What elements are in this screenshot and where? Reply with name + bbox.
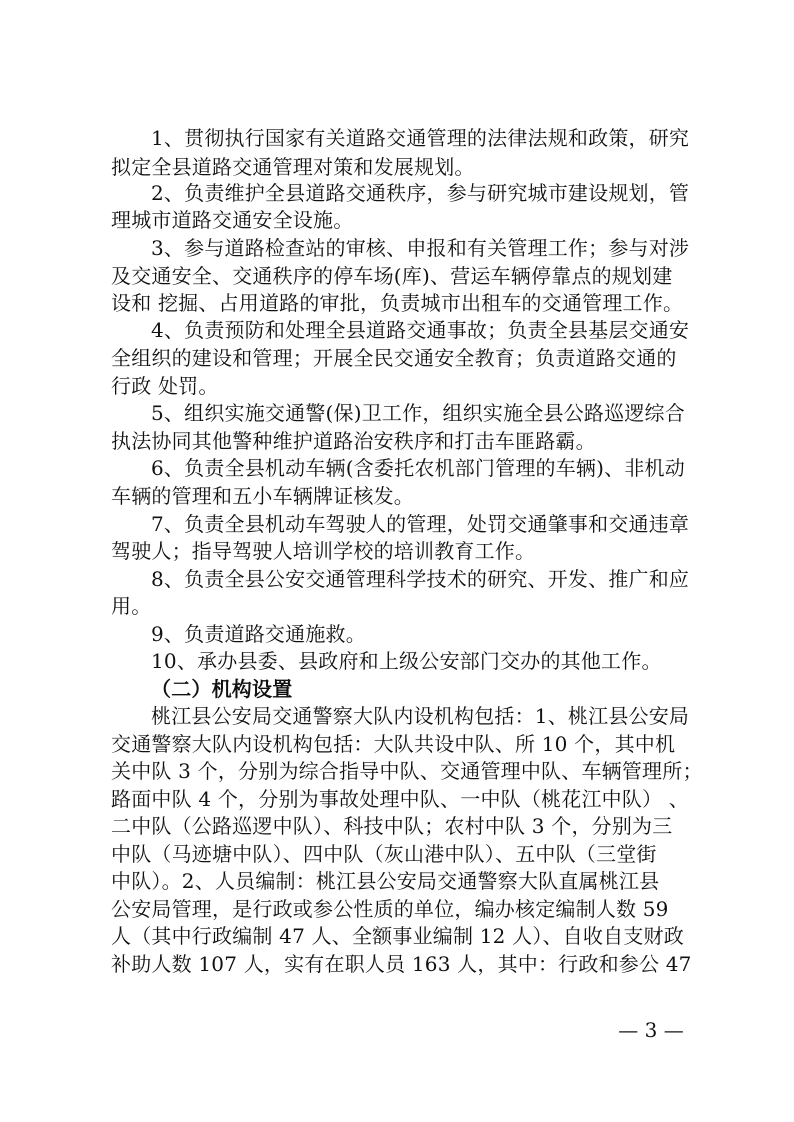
paragraph-line: 4、负责预防和处理全县道路交通事故；负责全县基层交通安 — [151, 318, 690, 342]
paragraph-line: 执法协同其他警种维护道路治安秩序和打击车匪路霸。 — [111, 429, 596, 453]
paragraph-line: 及交通安全、交通秩序的停车场(库)、营运车辆停靠点的规划建 — [111, 264, 673, 288]
paragraph-line: 行政 处罚。 — [111, 374, 219, 398]
paragraph-line: 二中队（公路巡逻中队）、科技中队；农村中队 3 个，分别为三 — [111, 814, 673, 838]
paragraph-line: 关中队 3 个，分别为综合指导中队、交通管理中队、车辆管理所； — [111, 759, 703, 783]
paragraph-line: 理城市道路交通安全设施。 — [111, 208, 354, 232]
paragraph-line: 7、负责全县机动车驾驶人的管理，处罚交通肇事和交通违章 — [151, 512, 690, 536]
paragraph-line: 10、承办县委、县政府和上级公安部门交办的其他工作。 — [151, 649, 662, 673]
page-number: — 3 — — [618, 1018, 684, 1042]
paragraph-line: 1、贯彻执行国家有关道路交通管理的法律法规和政策，研究 — [151, 126, 690, 150]
paragraph-line: 车辆的管理和五小车辆牌证核发。 — [111, 484, 414, 508]
paragraph-line: 补助人数 107 人，实有在职人员 163 人，其中：行政和参公 47 — [111, 952, 692, 976]
paragraph-line: 公安局管理，是行政或参公性质的单位，编办核定编制人数 59 — [111, 897, 669, 921]
paragraph-line: 中队）。2、人员编制：桃江县公安局交通警察大队直属桃江县 — [111, 869, 660, 893]
paragraph-line: 路面中队 4 个，分别为事故处理中队、一中队（桃花江中队） 、 — [111, 787, 689, 811]
paragraph-line: 用。 — [111, 594, 152, 618]
paragraph-line: 中队（马迹塘中队）、四中队（灰山港中队）、五中队（三堂街 — [111, 842, 657, 866]
paragraph-line: 3、参与道路检查站的审核、申报和有关管理工作；参与对涉 — [151, 236, 690, 260]
paragraph-line: 5、组织实施交通警(保)卫工作，组织实施全县公路巡逻综合 — [151, 401, 685, 425]
paragraph-line: 6、负责全县机动车辆(含委托农机部门管理的车辆)、非机动 — [151, 456, 685, 480]
paragraph-line: 交通警察大队内设机构包括：大队共设中队、所 10 个，其中机 — [111, 732, 676, 756]
paragraph-line: 全组织的建设和管理；开展全民交通安全教育；负责道路交通的 — [111, 346, 677, 370]
paragraph-line: 驾驶人；指导驾驶人培训学校的培训教育工作。 — [111, 539, 536, 563]
paragraph-line: 8、负责全县公安交通管理科学技术的研究、开发、推广和应 — [151, 567, 690, 591]
paragraph-line: 2、负责维护全县道路交通秩序，参与研究城市建设规划，管 — [151, 181, 690, 205]
paragraph-line: 9、负责道路交通施救。 — [151, 622, 366, 646]
paragraph-line: 桃江县公安局交通警察大队内设机构包括：1、桃江县公安局 — [151, 704, 690, 728]
paragraph-line: 设和 挖掘、占用道路的审批，负责城市出租车的交通管理工作。 — [111, 291, 684, 315]
section-heading: （二）机构设置 — [151, 677, 293, 701]
paragraph-line: 拟定全县道路交通管理对策和发展规划。 — [111, 155, 475, 179]
paragraph-line: 人（其中行政编制 47 人、全额事业编制 12 人）、自收自支财政 — [111, 924, 684, 948]
